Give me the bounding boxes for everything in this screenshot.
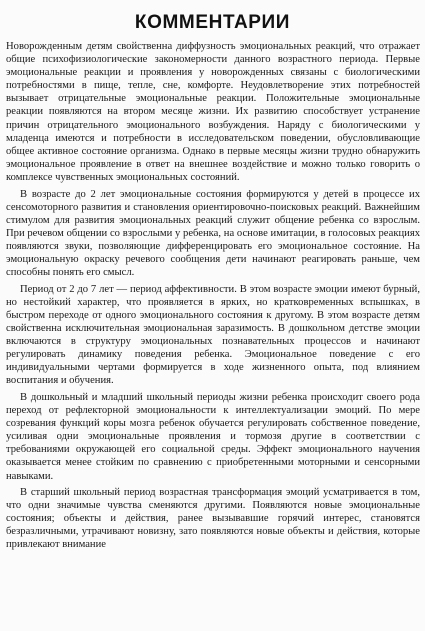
paragraph: В возрасте до 2 лет эмоциональные состояния формируются у детей в процессе их сенсомоторного развития и становления ориентировочно-поисковых реакций. Важнейшим стимулом для развития эмоциональных реакций служит общение ребенка со взрослым. При речевом общении со взрослыми у ребенка, на основе имитации, в голосовых реакциях появляются звуки, позволяющие дифференцировать его эмоциональное состояние. На эмоциональную окраску речевого сообщения дети начинают реагировать раньше, чем способны понять его смысл. <box>6 188 420 279</box>
paragraph: В дошкольный и младший школьный периоды жизни ребенка происходит своего рода переход от рефлекторной эмоциональности к интеллектуализации эмоций. По мере созревания функций коры мозга ребенок обучается регулировать собственное поведение, усиливая одни эмоциональные проявления и тормозя другие в соответствии с требованиями окружающей его социальной среды. Эффект эмоционального научения оказывается менее стойким по сравнению с приобретенными моторными и сенсорными навыками. <box>6 391 420 482</box>
paragraph: Период от 2 до 7 лет — период аффективности. В этом возрасте эмоции имеют бурный, но нестойкий характер, что проявляется в ярких, но кратковременных вспышках, в быстром переходе от одного эмоционального состояния к другому. В этом возрасте детям свойственна исключительная эмоциональная заразимость. В дошкольном детстве эмоции включаются в структуру эмоциональных познавательных процессов и начинают регулировать динамику поведения ребенка. Эмоциональное поведение с его индивидуальными чертами формируется в ходе жизненного опыта, под влиянием воспитания и обучения. <box>6 283 420 387</box>
paragraph: В старший школьный период возрастная трансформация эмоций усматривается в том, что одни значимые чувства сменяются другими. Появляются новые эмоциональные состояния; объекты и действия, ранее вызывавшие горячий интерес, становятся безразличными, утрачивают новизну, зато появляются новые объекты и действия, которые привлекают внимание <box>6 487 420 551</box>
page-body <box>6 40 420 552</box>
page-title: КОММЕНТАРИИ <box>134 12 291 33</box>
paragraph: Новорожденным детям свойственна диффузность эмоциональных реакций, что отражает общие психофизиологические закономерности данного возрастного периода. Первые эмоциональные реакции и проявления у новорожденных связаны с биологическими потребностями в пище, тепле, сне, комфорте. Неудовлетворение этих потребностей вызывает отрицательные эмоциональные реакции. Положительные эмоциональные реакции появляются на втором месяце жизни. Их развитию способствует устранение причин отрицательного эмоционального возбуждения. Наряду с биологическими у младенца имеются и потребности в исследовательском поведении, обусловливающие общее активное состояние организма. Однако в первые месяцы жизни трудно обнаружить эмоциональное проявление в ответ на внешнее воздействие и можно только говорить о комплексе чувственных эмоциональных состояний. <box>6 41 420 183</box>
